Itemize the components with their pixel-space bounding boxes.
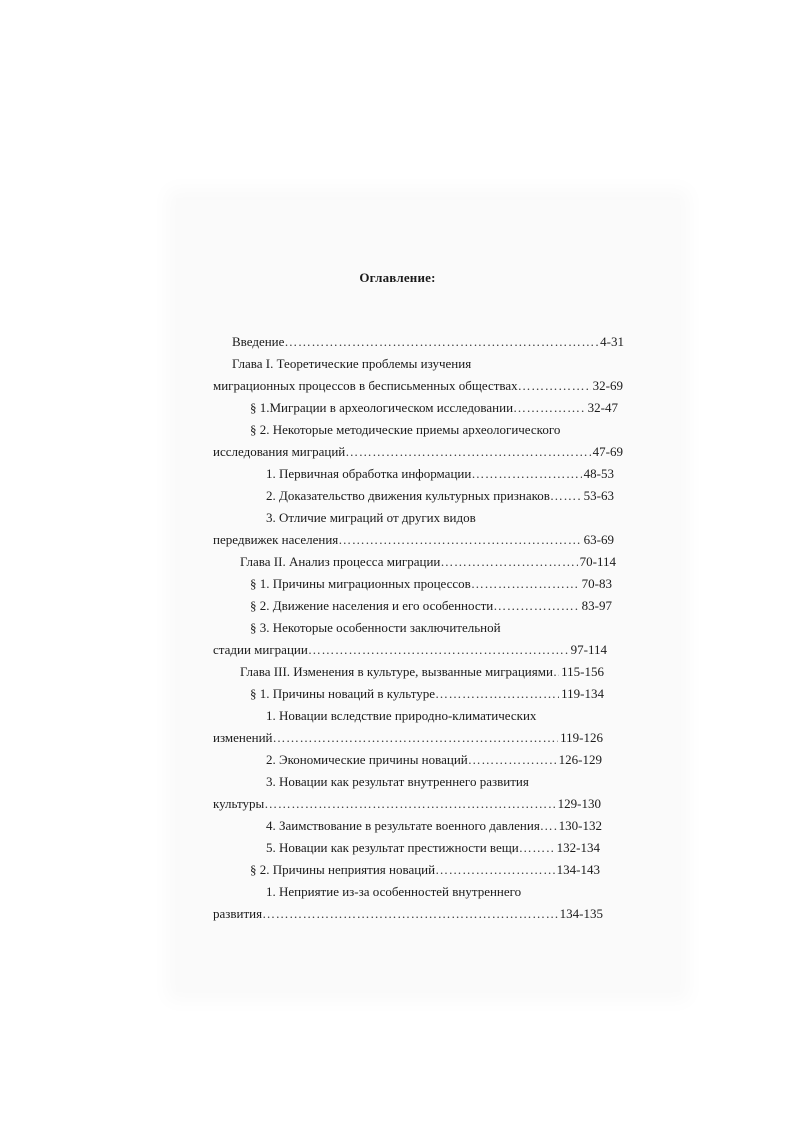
toc-entry-pages: 130-132 <box>558 818 602 833</box>
toc-entry-pages: 4-31 <box>600 334 624 349</box>
toc-entry-pages: 70-114 <box>579 554 616 569</box>
toc-entry-text: стадии миграции <box>213 642 308 657</box>
toc-entry-pages: 97-114 <box>570 642 607 657</box>
leader-dots <box>262 906 558 922</box>
toc-entry-chapter-2 <box>240 554 616 570</box>
leader-dots <box>540 818 557 834</box>
toc-entry-pages: 53-63 <box>583 488 614 503</box>
leader-dots <box>435 686 559 702</box>
toc-entry-section-3-1 <box>250 686 604 702</box>
leader-dots <box>308 642 569 658</box>
toc-entry-novation-5 <box>266 840 600 856</box>
toc-entry-text: культуры <box>213 796 265 811</box>
leader-dots <box>471 576 580 592</box>
leader-dots <box>518 378 591 394</box>
toc-entry-item-3 <box>213 532 614 548</box>
toc-entry-rejection-1-line-1: 1. Неприятие из-за особенностей внутреннего <box>266 884 522 899</box>
toc-entry-section-2-3 <box>213 642 607 658</box>
toc-entry-novation-4 <box>266 818 602 834</box>
toc-entry-section-1-1 <box>250 400 618 416</box>
toc-entry-rejection-1 <box>213 906 603 922</box>
toc-entry-pages: 83-97 <box>581 598 612 613</box>
toc-entry-section-2-3-line-1: § 3. Некоторые особенности заключительной <box>250 620 501 635</box>
toc-entry-pages: 70-83 <box>581 576 612 591</box>
toc-entry-pages: 32-69 <box>592 378 623 393</box>
toc-entry-text: § 1. Причины новаций в культуре <box>250 686 435 701</box>
page-title: Оглавление: <box>359 270 436 285</box>
toc-entry-novation-2 <box>266 752 602 768</box>
toc-entry-pages: 119-126 <box>560 730 603 745</box>
toc-entry-pages: 32-47 <box>587 400 618 415</box>
leader-dots <box>519 840 555 856</box>
toc-entry-text: § 2. Движение населения и его особенности <box>250 598 494 613</box>
leader-dots <box>550 488 582 504</box>
toc-entry-novation-1-line-1: 1. Новации вследствие природно-климатических <box>266 708 537 723</box>
toc-entry-text: миграционных процессов в бесписьменных обществах <box>213 378 518 393</box>
leader-dots <box>338 532 581 548</box>
toc-entry-item-2 <box>266 488 614 504</box>
toc-entry-pages: 47-69 <box>592 444 623 459</box>
toc-entry-pages: 134-143 <box>556 862 600 877</box>
toc-entry-pages: 126-129 <box>558 752 602 767</box>
leader-dots <box>345 444 590 460</box>
toc-entry-pages: 129-130 <box>557 796 601 811</box>
toc-entry-text: развития <box>213 906 263 921</box>
leader-dots <box>513 400 586 416</box>
toc-entry-pages: 134-135 <box>559 906 603 921</box>
toc-entry-text: исследования миграций <box>213 444 346 459</box>
toc-entry-novation-1 <box>213 730 603 746</box>
toc-entry-text: 4. Заимствование в результате военного давления <box>266 818 540 833</box>
toc-entry-chapter-3 <box>240 664 604 680</box>
toc-entry-section-1-2-line-1: § 2. Некоторые методические приемы археологического <box>250 422 561 437</box>
toc-entry-item-1 <box>266 466 614 482</box>
toc-entry-text: изменений <box>213 730 273 745</box>
toc-entry-section-2-1 <box>250 576 612 592</box>
toc-entry-text: § 1.Миграции в археологическом исследовании <box>250 400 514 415</box>
leader-dots <box>440 554 577 570</box>
toc-entry-chapter-1 <box>213 378 623 394</box>
leader-dots <box>435 862 555 878</box>
toc-entry-text: Глава III. Изменения в культуре, вызванные миграциями <box>240 664 553 679</box>
toc-entry-novation-3 <box>213 796 601 812</box>
toc-entry-text: 2. Экономические причины новаций <box>266 752 468 767</box>
toc-entry-pages: 115-156 <box>561 664 604 679</box>
toc-entry-chapter-1-line-1: Глава I. Теоретические проблемы изучения <box>232 356 472 371</box>
toc-entry-pages: 132-134 <box>556 840 600 855</box>
toc-entry-section-3-2 <box>250 862 600 878</box>
leader-dots <box>468 752 557 768</box>
toc-entry-section-2-2 <box>250 598 612 614</box>
leader-dots <box>493 598 579 614</box>
leader-dots <box>284 334 598 350</box>
toc-entry-text: § 1. Причины миграционных процессов <box>250 576 471 591</box>
toc-entry-text: Глава II. Анализ процесса миграции <box>240 554 441 569</box>
toc-entry-text: § 2. Причины неприятия новаций <box>250 862 436 877</box>
leader-dots <box>273 730 559 746</box>
toc-entry-text: 5. Новации как результат престижности вещи <box>266 840 519 855</box>
toc-entry-novation-3-line-1: 3. Новации как результат внутреннего развития <box>266 774 529 789</box>
leader-dots <box>264 796 555 812</box>
toc-entry-text: 2. Доказательство движения культурных признаков <box>266 488 550 503</box>
toc-entry-text: Введение <box>232 334 285 349</box>
toc-entry-pages: 63-69 <box>583 532 614 547</box>
toc-entry-item-3-line-1: 3. Отличие миграций от других видов <box>266 510 476 525</box>
toc-entry-text: 1. Первичная обработка информации <box>266 466 472 481</box>
toc-entry-pages: 119-134 <box>561 686 604 701</box>
toc-entry-pages: 48-53 <box>583 466 614 481</box>
toc-entry-intro <box>232 334 624 350</box>
leader-dots <box>471 466 581 482</box>
toc-entry-section-1-2 <box>213 444 623 460</box>
toc-entry-text: передвижек населения <box>213 532 339 547</box>
